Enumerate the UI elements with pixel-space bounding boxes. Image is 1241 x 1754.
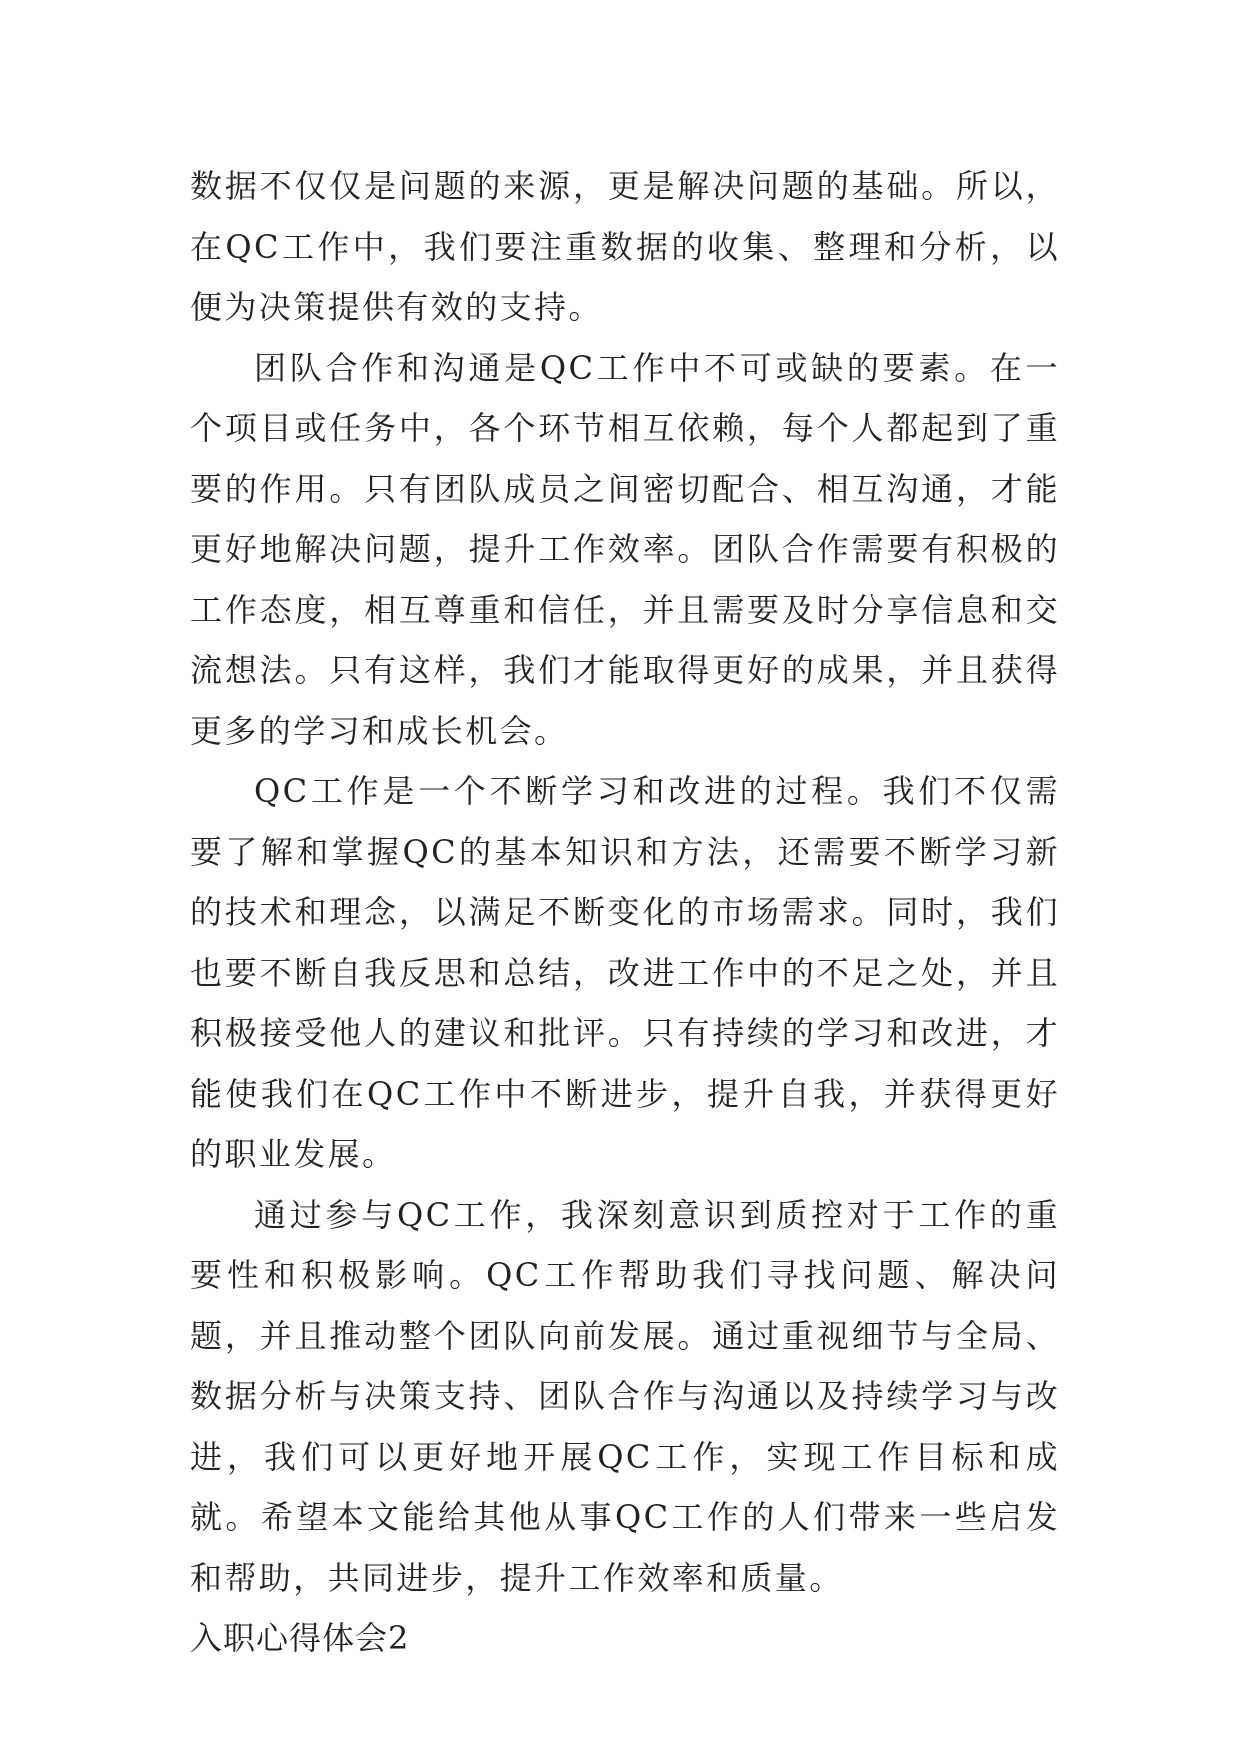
- paragraph-continued: 数据不仅仅是问题的来源，更是解决问题的基础。所以，在QC工作中，我们要注重数据的收集、整理和分析，以便为决策提供有效的支持。: [190, 167, 1060, 326]
- section-heading: 入职心得体会2: [190, 1619, 410, 1657]
- paragraph-conclusion: 通过参与QC工作，我深刻意识到质控对于工作的重要性和积极影响。QC工作帮助我们寻找问题、解决问题，并且推动整个团队向前发展。通过重视细节与全局、数据分析与决策支持、团队合作与沟通以及持续学习与改进，我们可以更好地开展QC工作，实现工作目标和成就。希望本文能给其他从事QC工作的人们带来一些启发和帮助，共同进步，提升工作效率和质量。: [190, 1195, 1060, 1597]
- document-body: [190, 156, 1060, 1669]
- paragraph-learning: QC工作是一个不断学习和改进的过程。我们不仅需要了解和掌握QC的基本知识和方法，还需要不断学习新的技术和理念，以满足不断变化的市场需求。同时，我们也要不断自我反思和总结，改进工作中的不足之处，并且积极接受他人的建议和批评。只有持续的学习和改进，才能使我们在QC工作中不断进步，提升自我，并获得更好的职业发展。: [190, 772, 1060, 1173]
- paragraph-teamwork: 团队合作和沟通是QC工作中不可或缺的要素。在一个项目或任务中，各个环节相互依赖，每个人都起到了重要的作用。只有团队成员之间密切配合、相互沟通，才能更好地解决问题，提升工作效率。团队合作需要有积极的工作态度，相互尊重和信任，并且需要及时分享信息和交流想法。只有这样，我们才能取得更好的成果，并且获得更多的学习和成长机会。: [190, 348, 1060, 750]
